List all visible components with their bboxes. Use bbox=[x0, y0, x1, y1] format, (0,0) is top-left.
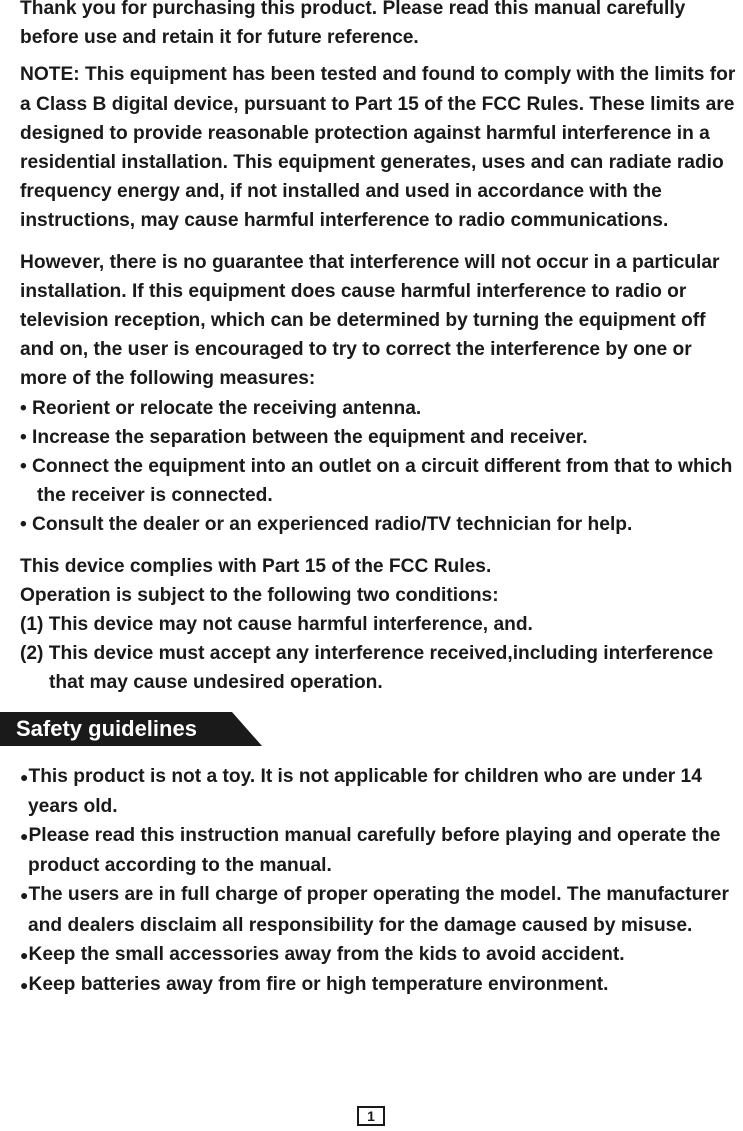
list-item: (1) This device may not cause harmful interference, and. bbox=[20, 614, 533, 636]
list-item-text: Keep batteries away from fire or high temperature environment. bbox=[28, 974, 609, 996]
interference-paragraph: However, there is no guarantee that interference will not occur in a particular installation. If this equipment does cause harmful interference to radio or television reception, which can be determined by turning the equipment off and on, the user is encouraged to try to correct the interference by one or more of the following measures: bbox=[20, 251, 720, 390]
interference-measures-list bbox=[20, 394, 743, 540]
list-item: • Increase the separation between the equipment and receiver. bbox=[20, 426, 588, 448]
safety-guidelines-title: Safety guidelines bbox=[16, 715, 197, 741]
list-item: (2) This device must accept any interference received,including interference that may cause undesired operation. bbox=[20, 643, 714, 694]
list-item bbox=[20, 880, 743, 939]
list-item bbox=[20, 762, 743, 821]
safety-guidelines-header bbox=[0, 712, 262, 746]
list-item bbox=[20, 940, 743, 970]
bullet-icon: ● bbox=[20, 946, 29, 963]
list-item: • Reorient or relocate the receiving antenna. bbox=[20, 397, 422, 419]
list-item-text: Please read this instruction manual carefully before playing and operate the product according to the manual. bbox=[28, 825, 721, 877]
conditions-list bbox=[20, 610, 743, 698]
safety-guidelines-list bbox=[20, 762, 743, 1001]
list-item bbox=[20, 970, 743, 1000]
bullet-icon: ● bbox=[20, 828, 29, 845]
intro-paragraph: Thank you for purchasing this product. Please read this manual carefully before use and retain it for future reference. bbox=[20, 0, 686, 49]
manual-page bbox=[16, 0, 743, 1000]
list-item-text: The users are in full charge of proper operating the model. The manufacturer and dealers disclaim all responsibility for the damage caused by misuse. bbox=[28, 884, 729, 936]
list-item bbox=[20, 821, 743, 880]
conditions-intro: Operation is subject to the following two conditions: bbox=[20, 584, 499, 606]
fcc-note-paragraph: NOTE: This equipment has been tested and found to comply with the limits for a Class B digital device, pursuant to Part 15 of the FCC Rules. These limits are designed to provide reasonable protection against harmful interference in a residential installation. This equipment generates, uses and can radiate radio frequency energy and, if not installed and used in accordance with the instructions, may cause harmful interference to radio communications. bbox=[20, 64, 736, 232]
list-item-text: Keep the small accessories away from the kids to avoid accident. bbox=[28, 943, 625, 965]
bullet-icon: ● bbox=[20, 768, 29, 785]
bullet-icon: ● bbox=[20, 977, 29, 994]
list-item: • Consult the dealer or an experienced radio/TV technician for help. bbox=[20, 514, 633, 536]
list-item: • Connect the equipment into an outlet on a circuit different from that to which the receiver is connected. bbox=[20, 456, 733, 507]
compliance-statement: This device complies with Part 15 of the FCC Rules. bbox=[20, 555, 492, 577]
list-item-text: This product is not a toy. It is not applicable for children who are under 14 years old. bbox=[28, 765, 702, 817]
page-number: 1 bbox=[357, 1106, 385, 1126]
bullet-icon: ● bbox=[20, 887, 29, 904]
